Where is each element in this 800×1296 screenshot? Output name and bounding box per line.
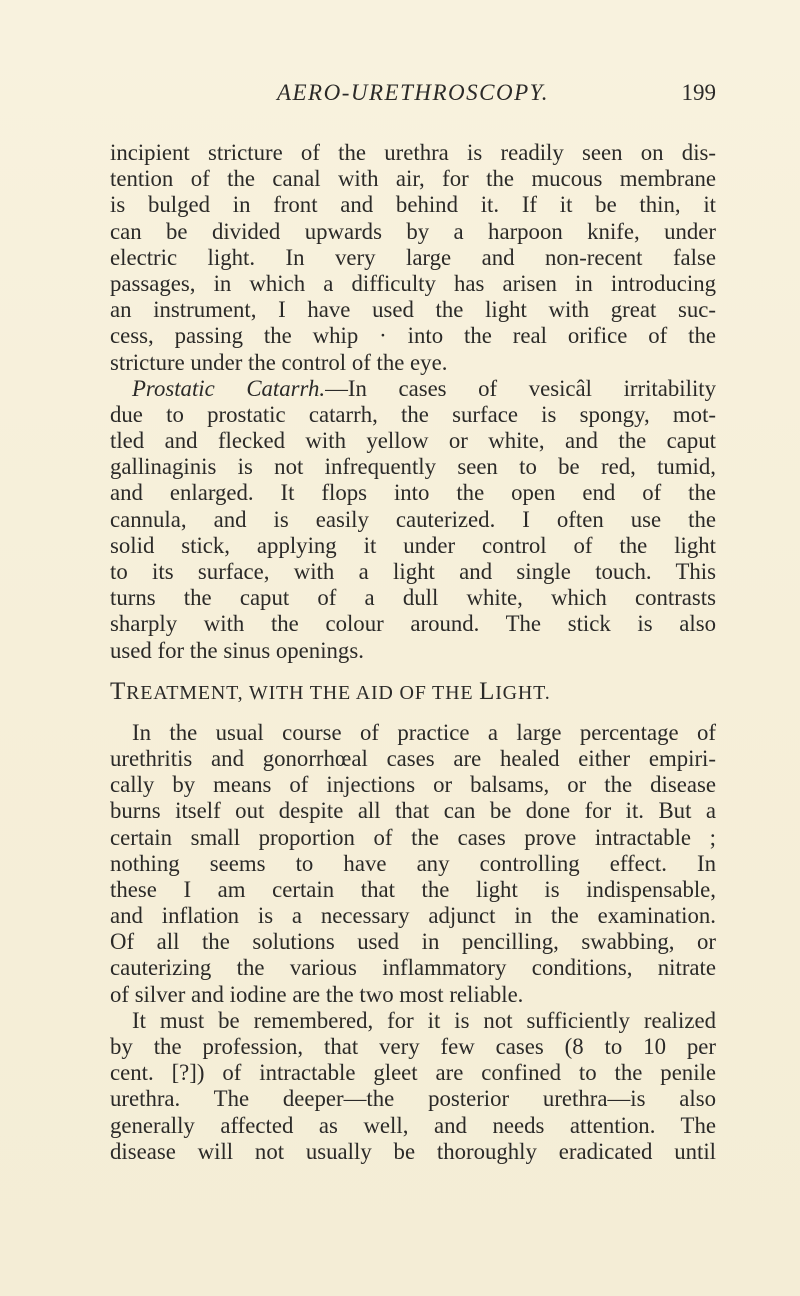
text-line: gallinaginis is not infrequently seen to be red, tumid, [110, 454, 716, 480]
paragraph-prostatic-catarrh [110, 376, 716, 664]
text-line: and enlarged. It flops into the open end of the [110, 480, 716, 506]
text-line: tled and flecked with yellow or white, and the caput [110, 428, 716, 454]
text-line [110, 376, 716, 402]
text-line: of silver and iodine are the two most reliable. [110, 981, 524, 1007]
text-line: solid stick, applying it under control of the light [110, 532, 716, 558]
text-line: cess, passing the whip · into the real orifice of the [110, 323, 716, 349]
text-line: used for the sinus openings. [110, 637, 364, 663]
text-line: cent. [?]) of intractable gleet are confined to the penile [110, 1060, 716, 1086]
running-title: AERO-URETHROSCOPY. [276, 80, 550, 105]
run-in-heading: Prostatic Catarrh. [132, 375, 326, 401]
heading-text: IGHT. [495, 681, 551, 704]
text-line: incipient stricture of the urethra is readily seen on dis- [110, 140, 716, 165]
text-line: due to prostatic catarrh, the surface is spongy, mot- [110, 401, 716, 427]
section-heading [110, 664, 716, 720]
text-line: electric light. In very large and non-recent false [110, 244, 716, 270]
text-line: tention of the canal with air, for the mucous membrane [110, 166, 716, 192]
text-line: and inflation is a necessary adjunct in the examination. [110, 903, 716, 929]
text-line: by the profession, that very few cases (8 to 10 per [110, 1034, 716, 1059]
text-line: these I am certain that the light is indispensable, [110, 876, 716, 902]
text-line: Of all the solutions used in pencilling, swabbing, or [110, 929, 716, 955]
body-text [110, 140, 716, 1165]
text-line: stricture under the control of the eye. [110, 349, 448, 375]
text-line: to its surface, with a light and single touch. This [110, 559, 716, 584]
heading-initial: T [110, 677, 127, 705]
text-line: an instrument, I have used the light with great suc- [110, 297, 716, 323]
text-line: disease will not usually be thoroughly eradicated until [110, 1138, 716, 1164]
running-head [110, 80, 716, 120]
heading-initial: L [479, 677, 496, 705]
text-line: turns the caput of a dull white, which contrasts [110, 585, 716, 611]
text-line: is bulged in front and behind it. If it be thin, it [110, 192, 716, 218]
page-number: 199 [681, 80, 716, 105]
text-line: urethra. The deeper—the posterior urethra—is also [110, 1086, 716, 1112]
paragraph-treatment [110, 720, 716, 1008]
paragraph-continuation [110, 140, 716, 376]
text-line: passages, in which a difficulty has arisen in introducing [110, 270, 716, 296]
heading-text: REATMENT, WITH THE AID OF THE [126, 681, 480, 704]
run-in-text: —In cases of vesicâl irritability [325, 375, 717, 401]
text-line: cauterizing the various inflammatory conditions, nitrate [110, 955, 716, 981]
text-line: In the usual course of practice a large percentage of [132, 719, 716, 745]
text-line: It must be remembered, for it is not sufficiently realized [132, 1007, 716, 1033]
text-line: cannula, and is easily cauterized. I often use the [110, 506, 716, 532]
text-line: burns itself out despite all that can be done for it. But a [110, 798, 716, 824]
text-line: urethritis and gonorrhœal cases are healed either empiri- [110, 745, 716, 771]
text-line: cally by means of injections or balsams, or the disease [110, 772, 716, 798]
paragraph-posterior-urethra [110, 1008, 716, 1165]
text-line: sharply with the colour around. The stick is also [110, 611, 716, 637]
text-line: can be divided upwards by a harpoon knife, under [110, 218, 716, 244]
text-line: nothing seems to have any controlling effect. In [110, 850, 716, 876]
text-line: certain small proportion of the cases prove intractable ; [110, 824, 716, 850]
text-line: generally affected as well, and needs attention. The [110, 1112, 716, 1138]
